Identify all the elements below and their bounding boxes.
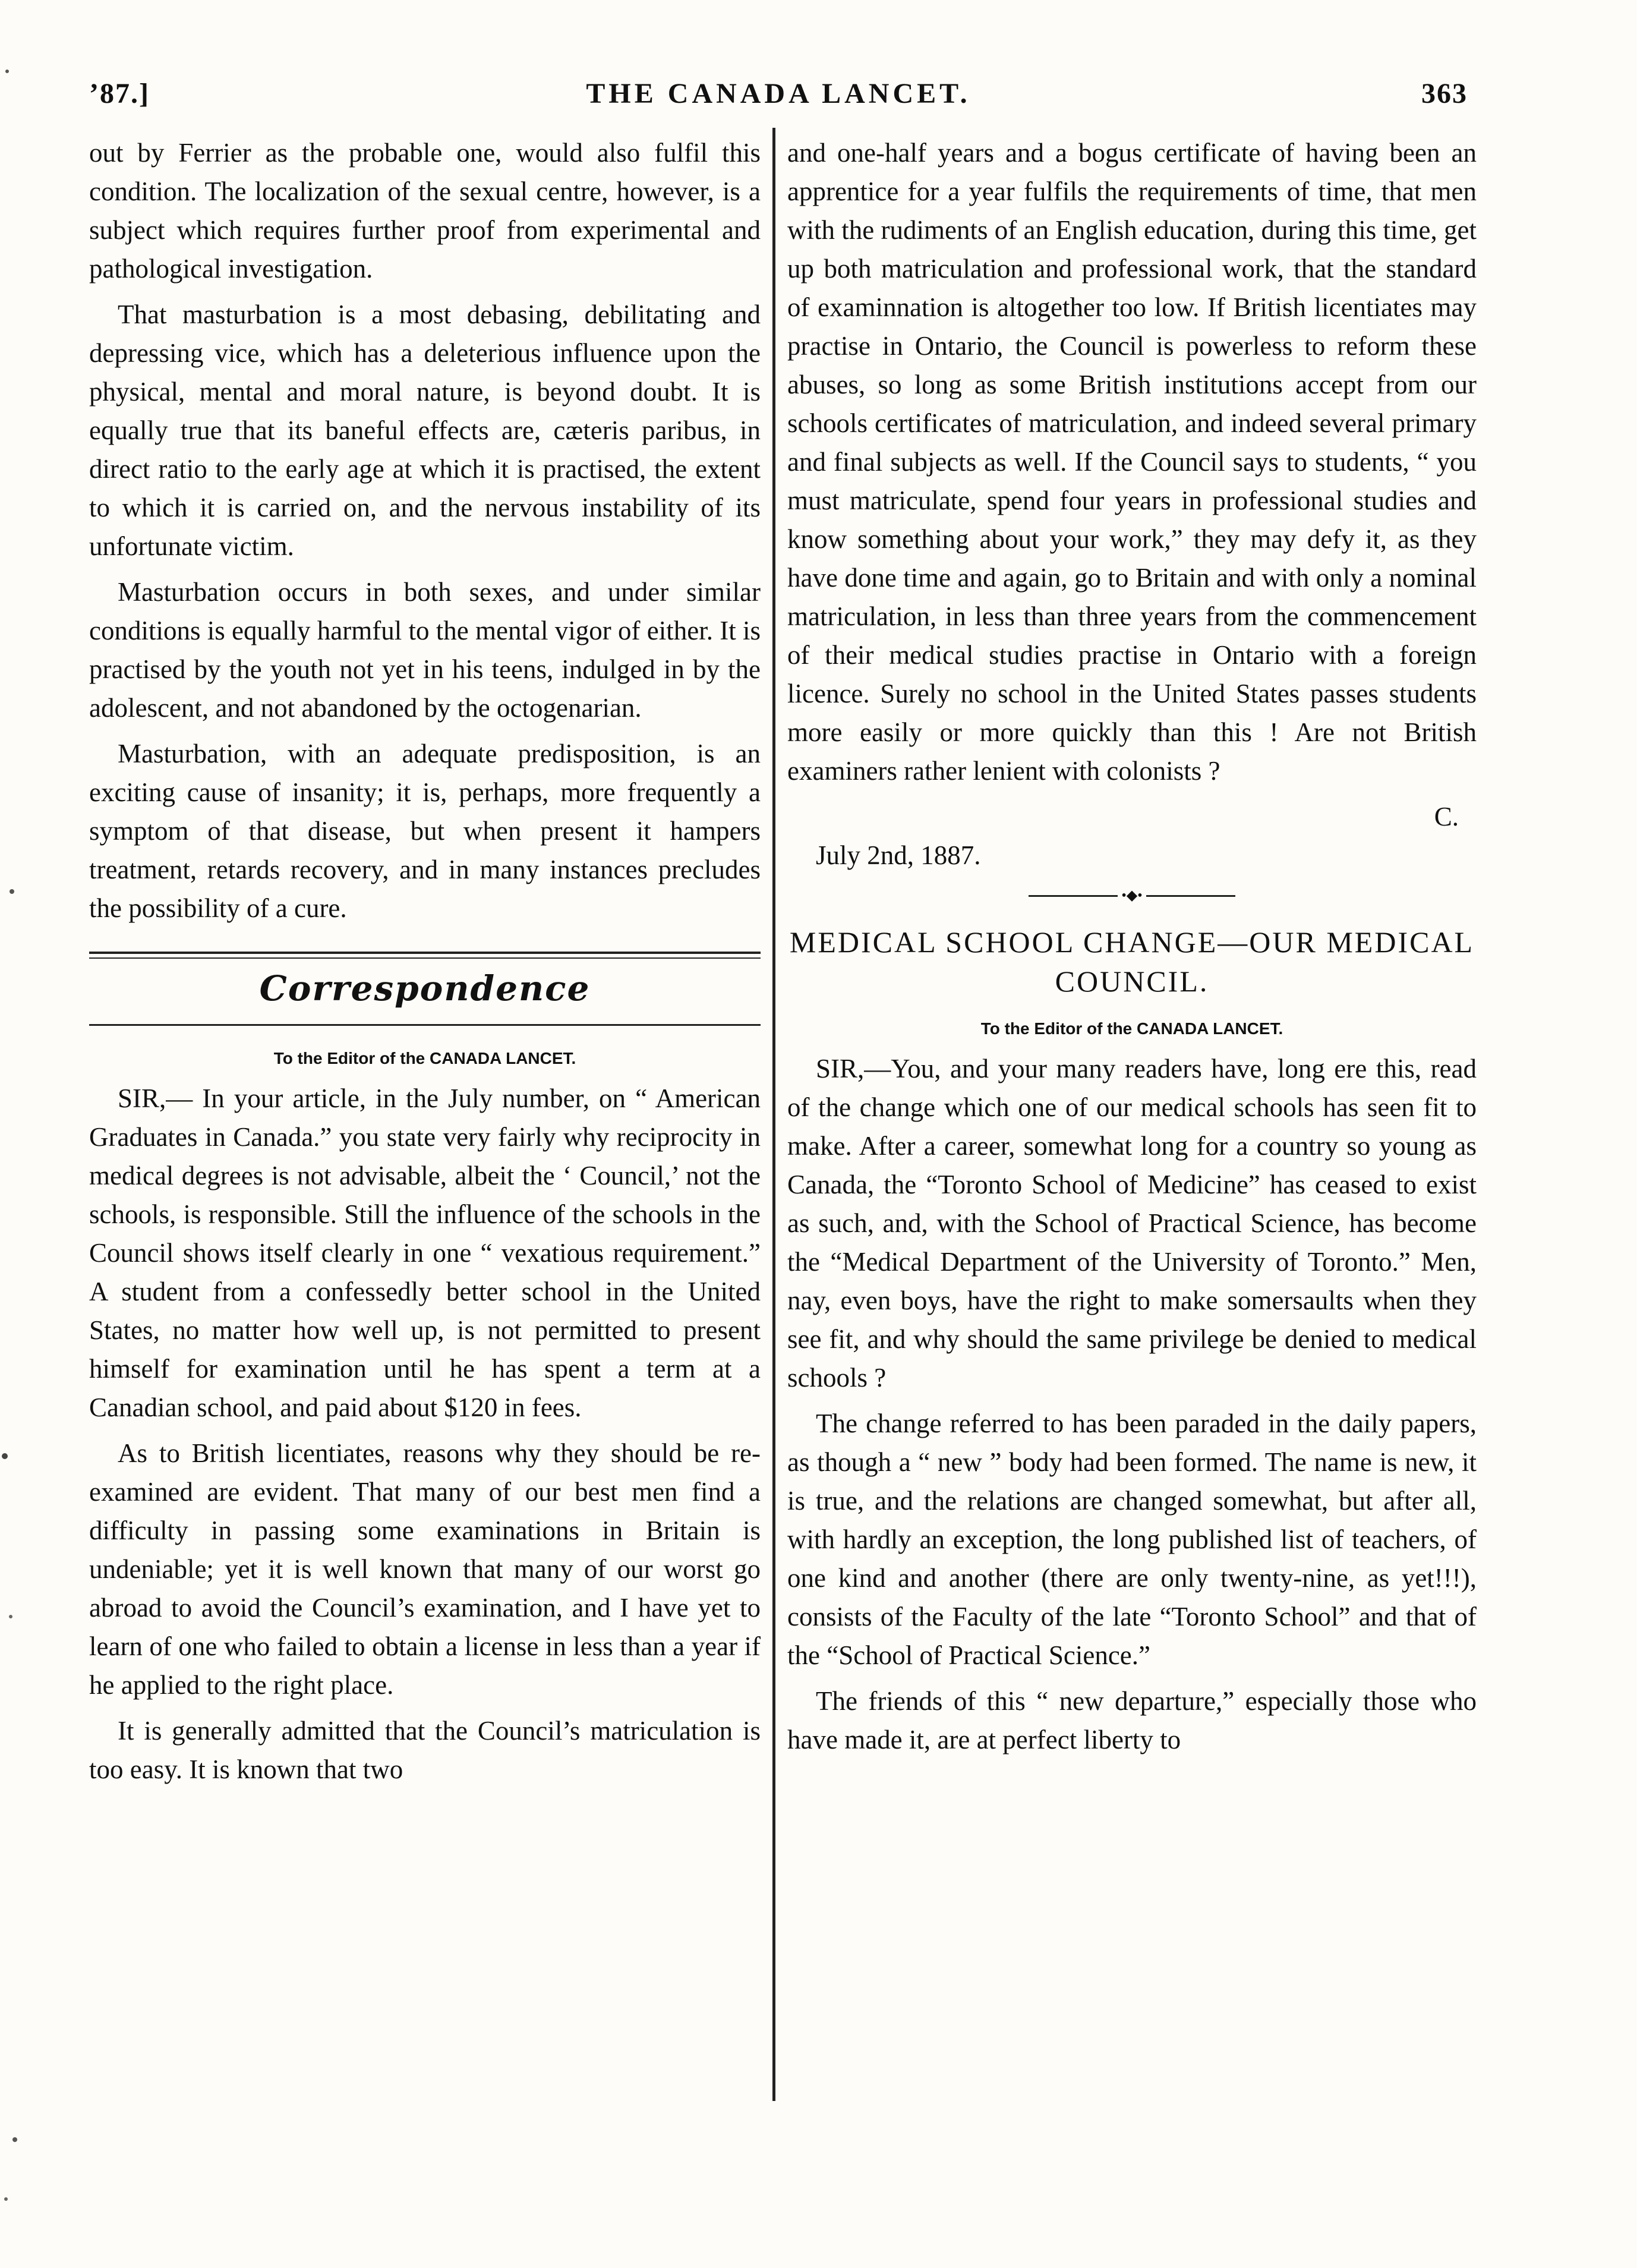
section-heading: Correspondence <box>259 968 591 1009</box>
page-number: 363 <box>1421 78 1468 109</box>
left-column <box>89 134 761 1796</box>
letter-paragraph: It is generally admitted that the Council’s matriculation is too easy. It is known that two <box>89 1716 761 1784</box>
page-edge-specks <box>0 0 36 2268</box>
paragraph: Masturbation, with an adequate predisposition, is an exciting cause of insanity; it is, perhaps, more frequently a symptom of that disease, but when present it hampers treatment, retards recovery, and in many instances precludes the possibility of a cure. <box>89 739 761 923</box>
section-rule <box>89 1024 761 1026</box>
ornament-glyph: •◆• <box>1121 888 1143 903</box>
dateline: July 2nd, 1887. <box>816 840 981 870</box>
to-editor-line: To the Editor of the CANADA LANCET. <box>980 1019 1283 1038</box>
section-double-rule <box>89 952 761 959</box>
paragraph: That masturbation is a most debasing, debilitating and depressing vice, which has a deleterious influence upon the physical, mental and moral nature, is beyond doubt. It is equally true that its baneful effects are, cæteris paribus, in direct ratio to the early age at which it is practised, the extent to which it is carried on, and the nervous instability of its unfortunate victim. <box>89 300 761 561</box>
paragraph: out by Ferrier as the probable one, would also fulfil this condition. The localization of the sexual centre, however, is a subject which requires further proof from experimental and pathological investigation. <box>89 138 761 284</box>
letter-paragraph: As to British licentiates, reasons why they should be re-examined are evident. That many of our best men find a difficulty in passing some examinations in Britain is undeniable; yet it is well known that many of our worst go abroad to avoid the Council’s examination, and I have yet to learn of one who failed to obtain a license in less than a year if he applied to the right place. <box>89 1438 761 1700</box>
paragraph: Masturbation occurs in both sexes, and under similar conditions is equally harmful to the mental vigor of either. It is practised by the youth not yet in his teens, indulged in by the adolescent, and not abandoned by the octogenarian. <box>89 577 761 723</box>
letter-paragraph: SIR,— In your article, in the July number, on “ American Graduates in Canada.” you state very fairly why reciprocity in medical degrees is not advisable, albeit the ‘ Council,’ not the schools, is responsible. Still the influence of the schools in the Council shows itself clearly in one “ vexatious requirement.” A student from a confessedly better school in the United States, no matter how well up, is not permitted to present himself for examination until he has spent a term at a Canadian school, and paid about $120 in fees. <box>89 1083 761 1422</box>
ornament-divider <box>787 890 1477 902</box>
header-year: ’87.] <box>89 78 150 109</box>
article-title: MEDICAL SCHOOL CHANGE—OUR MEDICAL COUNCIL. <box>789 925 1475 998</box>
column-divider <box>772 128 775 2101</box>
right-column <box>787 134 1477 1766</box>
running-header <box>89 71 1468 125</box>
signature: C. <box>1434 802 1459 831</box>
paragraph: SIR,—You, and your many readers have, long ere this, read of the change which one of our medical schools has seen fit to make. After a career, somewhat long for a country so young as Canada, the “Toronto School of Medicine” has ceased to exist as such, and, with the School of Practical Science, has become the “Medical Department of the University of Toronto.” Men, nay, even boys, have the right to make somersaults when they see fit, and why should the same privilege be denied to medical schools ? <box>787 1054 1477 1393</box>
paragraph: The friends of this “ new departure,” especially those who have made it, are at perfect liberty to <box>787 1686 1477 1754</box>
paragraph: The change referred to has been paraded in the daily papers, as though a “ new ” body had been formed. The name is new, it is true, and the relations are changed somewhat, but after all, with hardly an exception, the long published list of teachers, of one kind and another (there are only twenty-nine, as yet!!!), consists of the Faculty of the late “Toronto School” and that of the “School of Practical Science.” <box>787 1409 1477 1670</box>
letter-paragraph: and one-half years and a bogus certificate of having been an apprentice for a year fulfils the requirements of time, that men with the rudiments of an English education, during this time, get up both matriculation and professional work, that the standard of examinnation is altogether too low. If British licentiates may practise in Ontario, the Council is powerless to reform these abuses, so long as some British institutions accept from our schools certificates of matriculation, and indeed several primary and final subjects as well. If the Council says to students, “ you must matriculate, spend four years in professional studies and know something about your work,” they may defy it, as they have done time and again, go to Britain and with only a nominal matriculation, in less than three years from the commencement of their medical studies practise in Ontario with a foreign licence. Surely no school in the United States passes students more easily or more quickly than this ! Are not British examiners rather lenient with colonists ? <box>787 138 1477 786</box>
signature-line <box>787 798 1477 836</box>
to-editor-line: To the Editor of the CANADA LANCET. <box>273 1049 576 1067</box>
journal-title: THE CANADA LANCET. <box>586 78 971 109</box>
